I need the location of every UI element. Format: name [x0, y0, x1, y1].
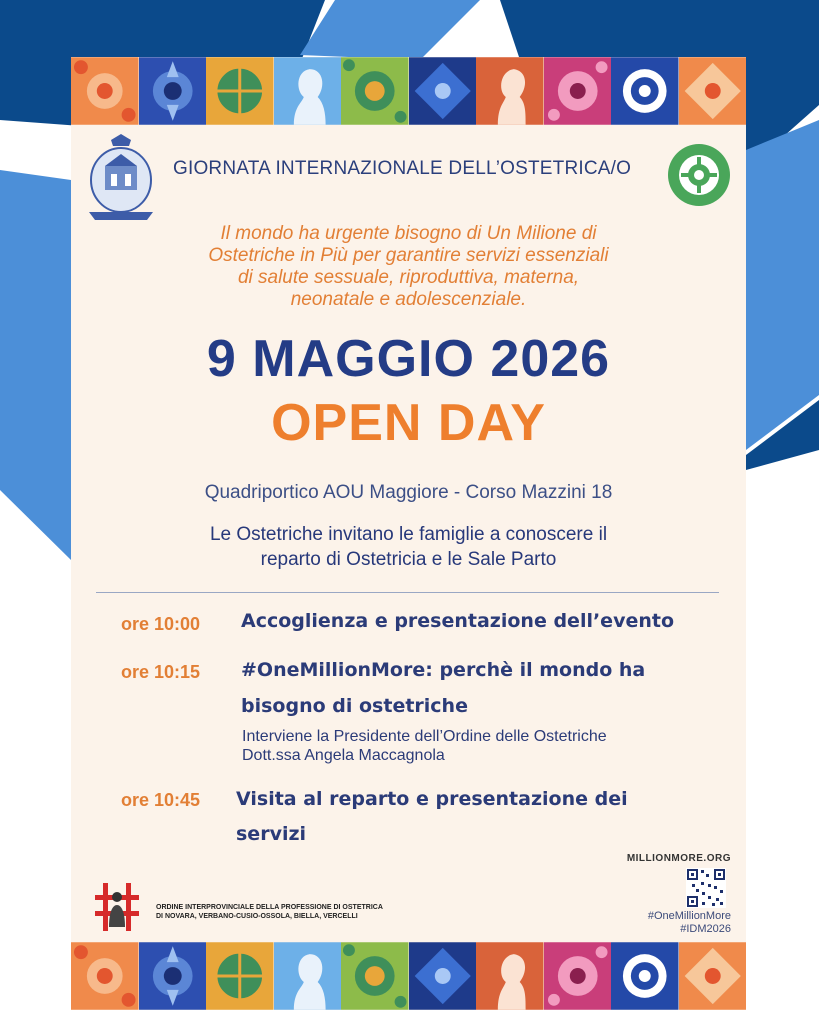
- blue-flower-tile: [611, 57, 679, 125]
- blue-pattern-tile: [409, 57, 477, 125]
- event-name: OPEN DAY: [271, 394, 546, 452]
- woman-silhouette-tile: [274, 942, 342, 1010]
- city-crest-logo: [81, 132, 161, 222]
- woman-silhouette-tile: [476, 57, 544, 125]
- schedule-time: ore 10:45: [121, 790, 201, 810]
- green-flower-tile: [341, 942, 409, 1010]
- midwife-day-badge: [667, 143, 731, 207]
- intro-line: Il mondo ha urgente bisogno di Un Milione di: [220, 223, 597, 244]
- intro-line: di salute sessuale, riproduttiva, materna,: [237, 267, 580, 288]
- event-date: 9 MAGGIO 2026: [206, 330, 611, 388]
- blue-flower-tile: [139, 942, 207, 1010]
- tile-strip-top: [71, 57, 746, 125]
- hashtag: #OneMillionMore: [647, 910, 731, 922]
- schedule-title: Accoglienza e presentazione dell’evento: [241, 610, 675, 632]
- woman-silhouette-tile: [476, 942, 544, 1010]
- schedule-title: #OneMillionMore: perchè il mondo ha: [241, 659, 646, 681]
- order-name: [156, 903, 476, 921]
- intro-line: Ostetriche in Più per garantire servizi essenziali: [208, 245, 609, 266]
- schedule-title: bisogno di ostetriche: [241, 695, 468, 717]
- hashtag: #IDM2026: [680, 923, 731, 935]
- order-line: ORDINE INTERPROVINCIALE DELLA PROFESSIONE DI OSTETRICA: [156, 904, 383, 911]
- order-logo: [95, 883, 139, 931]
- blue-flower-tile: [611, 942, 679, 1010]
- blue-pattern-tile: [409, 942, 477, 1010]
- orange-flower-tile: [71, 942, 139, 1010]
- header-title: GIORNATA INTERNAZIONALE DELL’OSTETRICA/O: [173, 158, 632, 179]
- blue-flower-tile: [139, 57, 207, 125]
- green-globe-tile: [206, 57, 274, 125]
- intro-text: [151, 223, 666, 311]
- invite-line: Le Ostetriche invitano le famiglie a conoscere il: [209, 524, 608, 545]
- green-globe-tile: [206, 942, 274, 1010]
- tile-strip-bottom: [71, 942, 746, 1010]
- schedule-title: Visita al reparto e presentazione dei: [236, 788, 628, 810]
- event-invite: [131, 522, 686, 572]
- divider: [96, 592, 719, 593]
- order-line: DI NOVARA, VERBANO-CUSIO-OSSOLA, BIELLA, VERCELLI: [156, 913, 358, 920]
- invite-line: reparto di Ostetricia e le Sale Parto: [260, 549, 557, 570]
- orange-flower-tile: [71, 57, 139, 125]
- orange-flower-tile: [679, 57, 747, 125]
- woman-silhouette-tile: [274, 57, 342, 125]
- pink-flower-tile: [544, 57, 612, 125]
- poster: [71, 57, 746, 1010]
- orange-flower-tile: [679, 942, 747, 1010]
- green-flower-tile: [341, 57, 409, 125]
- intro-line: neonatale e adolescenziale.: [290, 289, 527, 310]
- pink-flower-tile: [544, 942, 612, 1010]
- schedule-subtext: Dott.ssa Angela Maccagnola: [242, 747, 445, 764]
- event-location: Quadriportico AOU Maggiore - Corso Mazzini 18: [204, 482, 613, 503]
- schedule-time: ore 10:15: [121, 662, 201, 682]
- campaign-url[interactable]: MILLIONMORE.ORG: [626, 853, 731, 864]
- schedule-time: ore 10:00: [121, 614, 201, 634]
- schedule-title: servizi: [236, 823, 307, 845]
- schedule-subtext: Interviene la Presidente dell’Ordine delle Ostetriche: [242, 728, 607, 745]
- qr-code-icon[interactable]: [686, 868, 726, 908]
